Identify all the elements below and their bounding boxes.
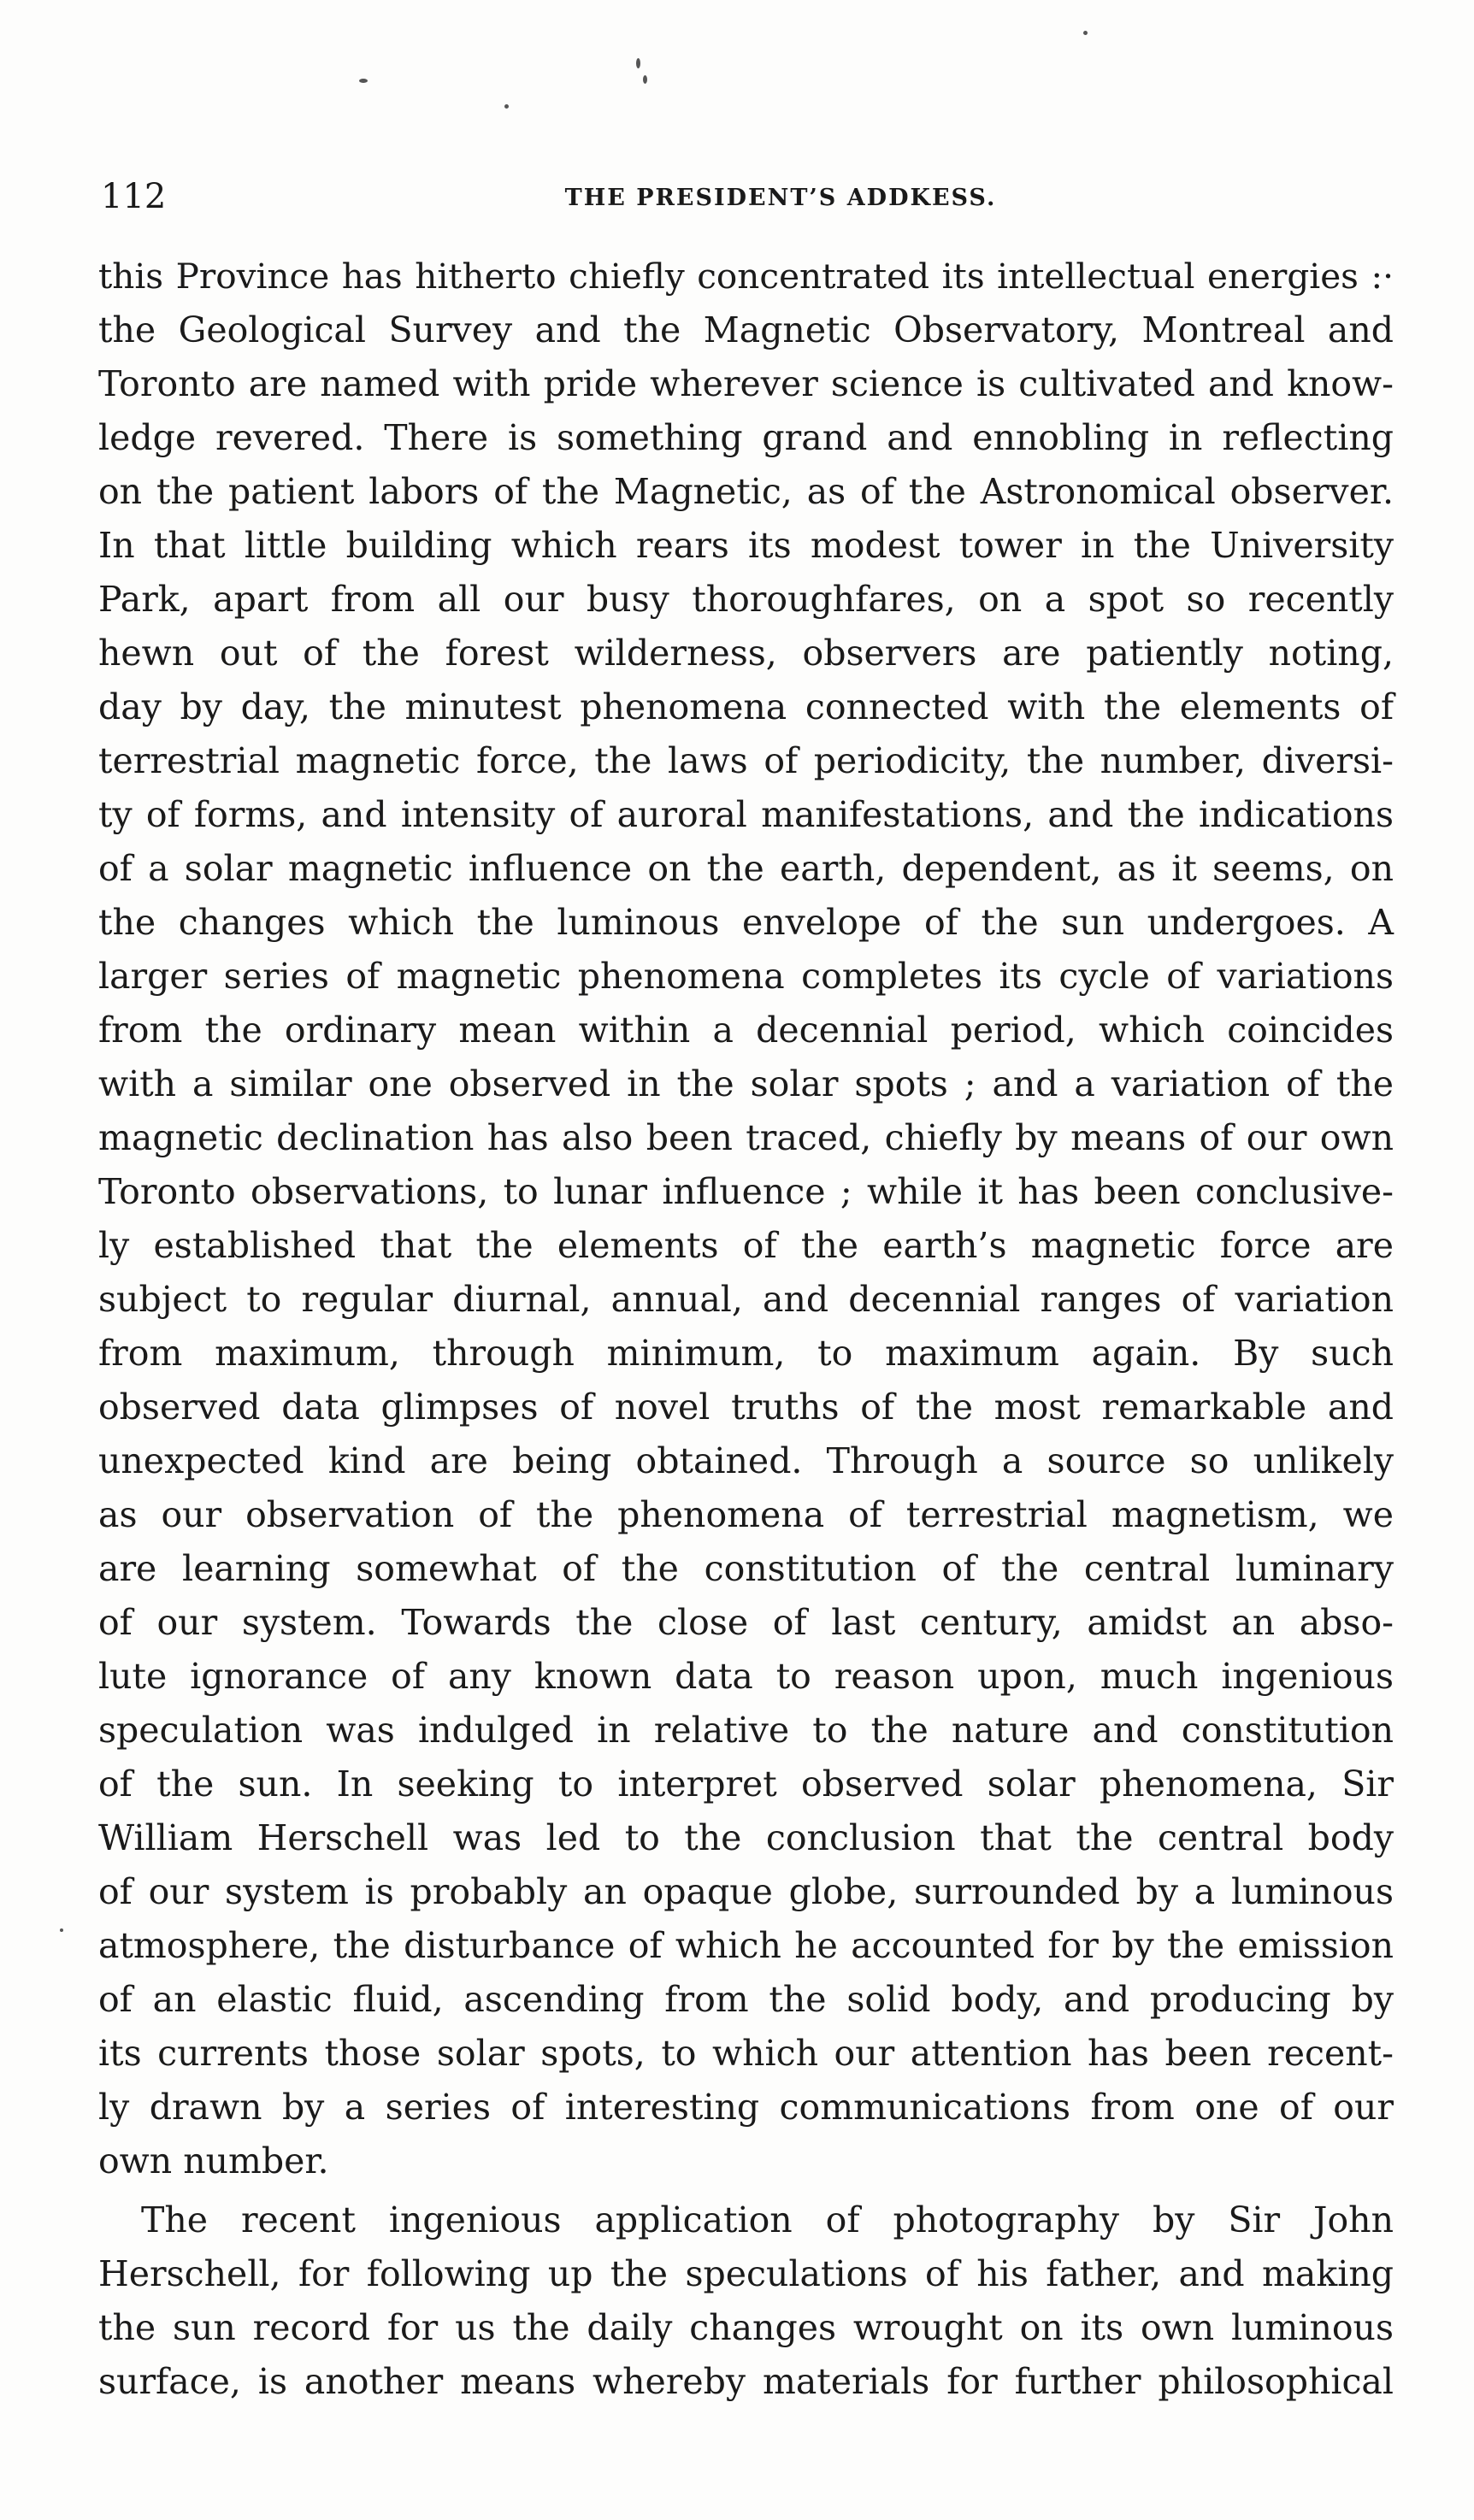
text-line: Herschell, for following up the speculations of his father, and making xyxy=(98,2253,1394,2294)
text-line: own number. xyxy=(98,2140,329,2181)
text-line: are learning somewhat of the constitution of the central luminary xyxy=(98,1548,1394,1589)
text-line: Park, apart from all our busy thoroughfares, on a spot so recently xyxy=(98,579,1394,620)
text-line: as our observation of the phenomena of terrestrial magnetism, we xyxy=(98,1494,1394,1535)
text-line: this Province has hitherto chiefly concentrated its intellectual energies :· xyxy=(98,256,1394,297)
text-line: of an elastic fluid, ascending from the solid body, and producing by xyxy=(98,1979,1394,2020)
text-line: William Herschell was led to the conclusion that the central body xyxy=(98,1817,1394,1858)
text-line: larger series of magnetic phenomena completes its cycle of variations xyxy=(98,956,1394,997)
text-line: atmosphere, the disturbance of which he accounted for by the emission xyxy=(98,1925,1394,1966)
running-head xyxy=(101,171,1409,222)
text-line: the Geological Survey and the Magnetic Observatory, Montreal and xyxy=(98,309,1394,350)
text-line: on the patient labors of the Magnetic, as of the Astronomical observer. xyxy=(98,471,1394,512)
running-title: THE PRESIDENT’S ADDKESS. xyxy=(564,185,997,211)
text-line: ledge revered. There is something grand and ennobling in reflecting xyxy=(98,417,1394,458)
text-line: terrestrial magnetic force, the laws of periodicity, the number, diversi- xyxy=(98,740,1394,781)
text-line: The recent ingenious application of photography by Sir John xyxy=(141,2199,1394,2240)
page-number: 112 xyxy=(101,177,167,216)
text-line: unexpected kind are being obtained. Through a source so unlikely xyxy=(98,1440,1394,1481)
body-text xyxy=(98,250,1394,2409)
text-line: hewn out of the forest wilderness, observers are patiently noting, xyxy=(98,633,1394,674)
text-line: surface, is another means whereby materials for further philosophical xyxy=(98,2361,1394,2402)
text-line: lute ignorance of any known data to reason upon, much ingenious xyxy=(98,1656,1394,1697)
text-line: subject to regular diurnal, annual, and decennial ranges of variation xyxy=(98,1279,1394,1320)
text-line: observed data glimpses of novel truths of the most remarkable and xyxy=(98,1387,1394,1428)
text-line: of our system is probably an opaque globe, surrounded by a luminous xyxy=(98,1871,1394,1912)
text-line: the changes which the luminous envelope of the sun undergoes. A xyxy=(98,902,1394,943)
text-line: Toronto are named with pride wherever science is cultivated and know- xyxy=(98,363,1394,404)
text-line: from maximum, through minimum, to maximum again. By such xyxy=(98,1333,1394,1374)
text-line: its currents those solar spots, to which our attention has been recent- xyxy=(98,2033,1394,2074)
text-line: from the ordinary mean within a decennial period, which coincides xyxy=(98,1010,1394,1051)
text-line: of a solar magnetic influence on the earth, dependent, as it seems, on xyxy=(98,848,1394,889)
text-line: speculation was indulged in relative to the nature and constitution xyxy=(98,1710,1394,1751)
text-line: the sun record for us the daily changes wrought on its own luminous xyxy=(98,2307,1394,2348)
text-line: ty of forms, and intensity of auroral manifestations, and the indications xyxy=(98,794,1394,835)
text-line: with a similar one observed in the solar spots ; and a variation of the xyxy=(98,1063,1394,1104)
paragraph xyxy=(98,250,1394,2188)
text-line: of our system. Towards the close of last century, amidst an abso- xyxy=(98,1602,1394,1643)
text-line: of the sun. In seeking to interpret observed solar phenomena, Sir xyxy=(98,1763,1394,1805)
text-line: In that little building which rears its modest tower in the University xyxy=(98,525,1394,566)
text-line: magnetic declination has also been traced, chiefly by means of our own xyxy=(98,1117,1394,1158)
text-line: day by day, the minutest phenomena connected with the elements of xyxy=(98,686,1394,727)
text-line: Toronto observations, to lunar influence ; while it has been conclusive- xyxy=(98,1171,1394,1212)
paragraph xyxy=(98,2193,1394,2409)
text-line: ly established that the elements of the earth’s magnetic force are xyxy=(98,1225,1394,1266)
text-line: ly drawn by a series of interesting communications from one of our xyxy=(98,2087,1394,2128)
